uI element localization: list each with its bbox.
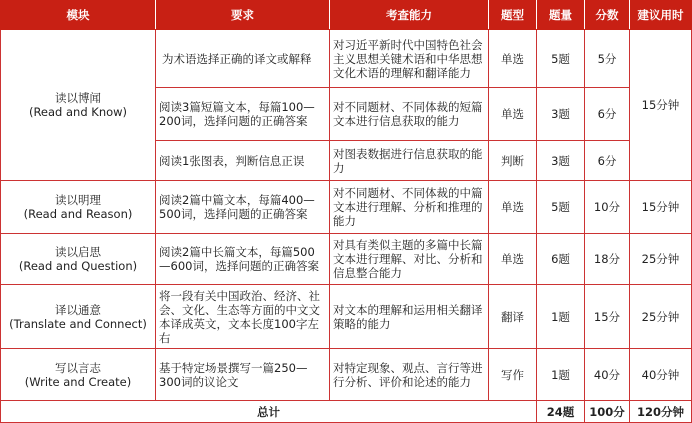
total-count: 24题 bbox=[537, 401, 585, 423]
header-time: 建议用时 bbox=[630, 1, 692, 30]
count-cell: 5题 bbox=[537, 181, 585, 234]
module-en: (Translate and Connect) bbox=[9, 316, 147, 331]
score-cell: 6分 bbox=[585, 88, 630, 141]
table-row bbox=[1, 285, 692, 349]
requirement-cell: 阅读2篇中长篇文本，每篇500—600词，选择问题的正确答案 bbox=[156, 234, 330, 285]
ability-cell: 对图表数据进行信息获取的能力 bbox=[330, 141, 489, 181]
count-cell: 6题 bbox=[537, 234, 585, 285]
score-cell: 5分 bbox=[585, 30, 630, 88]
ability-cell: 对不同题材、不同体裁的中篇文本进行理解、分析和推理的能力 bbox=[330, 181, 489, 234]
count-cell: 3题 bbox=[537, 141, 585, 181]
ability-cell: 对特定现象、观点、言行等进行分析、评价和论述的能力 bbox=[330, 349, 489, 401]
module-cell bbox=[1, 285, 156, 349]
header-score: 分数 bbox=[585, 1, 630, 30]
ability-cell: 对习近平新时代中国特色社会主义思想关键术语和中华思想文化术语的理解和翻译能力 bbox=[330, 30, 489, 88]
total-label: 总计 bbox=[1, 401, 537, 423]
module-cell bbox=[1, 349, 156, 401]
time-cell: 40分钟 bbox=[630, 349, 692, 401]
module-cell bbox=[1, 30, 156, 181]
module-name: 译以通意 bbox=[55, 302, 101, 317]
type-cell: 单选 bbox=[489, 88, 537, 141]
score-cell: 15分 bbox=[585, 285, 630, 349]
total-score: 100分 bbox=[585, 401, 630, 423]
type-cell: 单选 bbox=[489, 181, 537, 234]
type-cell: 单选 bbox=[489, 234, 537, 285]
time-cell: 15分钟 bbox=[630, 30, 692, 181]
table-row bbox=[1, 30, 692, 88]
module-en: (Read and Reason) bbox=[23, 207, 133, 221]
header-requirement: 要求 bbox=[156, 1, 330, 30]
score-cell: 18分 bbox=[585, 234, 630, 285]
requirement-cell: 阅读2篇中篇文本，每篇400—500词，选择问题的正确答案 bbox=[156, 181, 330, 234]
total-row bbox=[1, 401, 692, 423]
type-cell: 单选 bbox=[489, 30, 537, 88]
header-ability: 考查能力 bbox=[330, 1, 489, 30]
module-cell bbox=[1, 234, 156, 285]
time-cell: 15分钟 bbox=[630, 181, 692, 234]
total-time: 120分钟 bbox=[630, 401, 692, 423]
ability-cell: 对文本的理解和运用相关翻译策略的能力 bbox=[330, 285, 489, 349]
requirement-cell: 将一段有关中国政治、经济、社会、文化、生态等方面的中文文本译成英文，文本长度100字左右 bbox=[156, 285, 330, 349]
type-cell: 翻译 bbox=[489, 285, 537, 349]
header-type: 题型 bbox=[489, 1, 537, 30]
module-name: 读以明理 bbox=[55, 193, 101, 207]
module-en: (Read and Question) bbox=[18, 259, 138, 273]
ability-cell: 对具有类似主题的多篇中长篇文本进行理解、对比、分析和信息整合能力 bbox=[330, 234, 489, 285]
module-en: (Read and Know) bbox=[28, 105, 128, 119]
table-row bbox=[1, 234, 692, 285]
requirement-cell: 阅读3篇短篇文本，每篇100—200词，选择问题的正确答案 bbox=[156, 88, 330, 141]
module-en: (Write and Create) bbox=[24, 374, 132, 389]
table-row bbox=[1, 349, 692, 401]
count-cell: 1题 bbox=[537, 349, 585, 401]
table-row bbox=[1, 181, 692, 234]
type-cell: 判断 bbox=[489, 141, 537, 181]
module-name: 写以言志 bbox=[55, 360, 101, 375]
score-cell: 40分 bbox=[585, 349, 630, 401]
count-cell: 5题 bbox=[537, 30, 585, 88]
module-cell bbox=[1, 181, 156, 234]
ability-cell: 对不同题材、不同体裁的短篇文本进行信息获取的能力 bbox=[330, 88, 489, 141]
module-name: 读以启思 bbox=[55, 245, 101, 259]
header-module: 模块 bbox=[1, 1, 156, 30]
time-cell: 25分钟 bbox=[630, 285, 692, 349]
requirement-cell: 基于特定场景撰写一篇250—300词的议论文 bbox=[156, 349, 330, 401]
time-cell: 25分钟 bbox=[630, 234, 692, 285]
requirement-cell: 阅读1张图表，判断信息正误 bbox=[156, 141, 330, 181]
count-cell: 1题 bbox=[537, 285, 585, 349]
score-cell: 10分 bbox=[585, 181, 630, 234]
requirement-cell: 为术语选择正确的译文或解释 bbox=[156, 30, 330, 88]
header-row bbox=[1, 1, 692, 30]
type-cell: 写作 bbox=[489, 349, 537, 401]
score-cell: 6分 bbox=[585, 141, 630, 181]
module-name: 读以博闻 bbox=[55, 91, 101, 105]
header-count: 题量 bbox=[537, 1, 585, 30]
count-cell: 3题 bbox=[537, 88, 585, 141]
